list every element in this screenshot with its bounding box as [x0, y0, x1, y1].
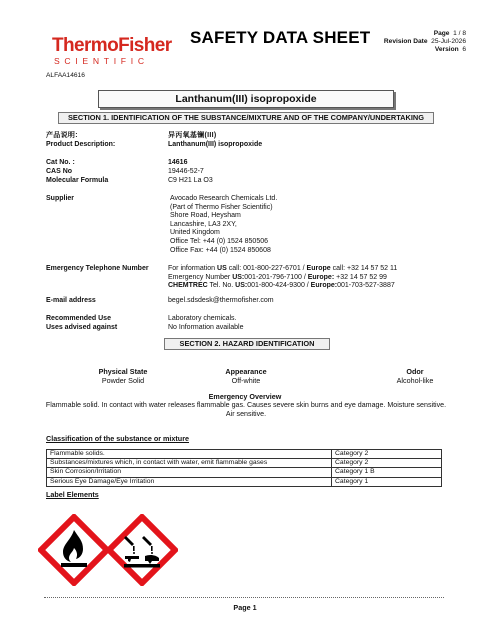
- supplier-line: Office Fax: +44 (0) 1524 850608: [170, 246, 271, 254]
- email-label: E-mail address: [46, 297, 96, 304]
- text: Emergency Number: [168, 273, 233, 281]
- emergency-overview-line: Air sensitive.: [225, 410, 267, 419]
- physical-state-label: Physical State: [98, 367, 148, 376]
- brand-logo-subtitle: SCIENTIFIC: [54, 56, 149, 66]
- email-value[interactable]: begel.sdsdesk@thermofisher.com: [168, 297, 274, 304]
- footer-page-number: Page 1: [233, 603, 257, 612]
- revision-date: [384, 38, 466, 46]
- version: [435, 46, 466, 54]
- recommended-use-value: Laboratory chemicals.: [168, 315, 237, 322]
- uses-advised-against-value: No Information available: [168, 324, 244, 331]
- text: 001-703-527-3887: [337, 282, 395, 290]
- category-cell: Category 2: [332, 459, 442, 468]
- section-2-header: SECTION 2. HAZARD IDENTIFICATION: [164, 338, 330, 350]
- product-description-label: Product Description:: [46, 141, 116, 148]
- emergency-overview-text: [30, 401, 462, 420]
- page-indicator: [434, 30, 466, 38]
- emergency-line-2: [168, 274, 397, 283]
- version-value: 6: [462, 46, 466, 53]
- table-row: [47, 468, 442, 477]
- product-code: ALFAA14616: [46, 72, 85, 79]
- cat-no-label: Cat No. :: [46, 159, 75, 166]
- table-row: [47, 450, 442, 459]
- supplier-line: Office Tel: +44 (0) 1524 850506: [170, 237, 269, 245]
- text: +32 14 57 52 99: [334, 273, 387, 281]
- cn-product-value: 异丙氧基镧(III): [168, 132, 217, 139]
- category-cell: Category 1 B: [332, 468, 442, 477]
- text: Europe:: [307, 273, 335, 281]
- ghs-flame-icon: [38, 514, 110, 586]
- uses-advised-against-label: Uses advised against: [46, 324, 118, 331]
- text: US: [217, 265, 227, 272]
- emergency-overview-heading: Emergency Overview: [208, 392, 282, 401]
- cat-no-value: 14616: [168, 159, 188, 166]
- text: Tel. No.: [207, 282, 236, 290]
- text: US:: [232, 273, 245, 281]
- hazard-cell: Flammable solids.: [47, 450, 332, 459]
- text: Europe:: [310, 282, 338, 290]
- formula-value: C9 H21 La O3: [168, 177, 213, 184]
- text: 001-800-424-9300 /: [247, 282, 311, 290]
- ghs-corrosion-icon: [106, 514, 178, 586]
- cas-label: CAS No: [46, 168, 73, 175]
- hazard-cell: Serious Eye Damage/Eye Irritation: [47, 477, 332, 486]
- brand-logo: ThermoFisher: [52, 35, 172, 56]
- category-cell: Category 1: [332, 477, 442, 486]
- text: US:: [235, 282, 248, 290]
- page-value: 1 / 8: [453, 30, 466, 37]
- odor-label: Odor: [406, 367, 424, 376]
- classification-heading: Classification of the substance or mixture: [46, 434, 189, 443]
- physical-state-value: Powder Solid: [101, 376, 145, 385]
- supplier-address: [170, 195, 277, 255]
- supplier-line: Avocado Research Chemicals Ltd.: [170, 195, 278, 202]
- version-label: Version: [434, 46, 459, 53]
- formula-label: Molecular Formula: [46, 177, 109, 184]
- label-elements-heading: Label Elements: [46, 490, 99, 499]
- product-description-value: Lanthanum(III) isopropoxide: [168, 141, 263, 148]
- recommended-use-label: Recommended Use: [46, 315, 111, 322]
- text: 001-201-796-7100 /: [244, 273, 308, 281]
- text: Europe: [306, 265, 331, 272]
- emergency-phone-label: Emergency Telephone Number: [46, 265, 149, 272]
- emergency-phone-numbers: [168, 265, 397, 291]
- emergency-line-1: [168, 265, 397, 274]
- supplier-line: (Part of Thermo Fisher Scientific): [170, 203, 273, 211]
- revision-label: Revision Date: [383, 38, 428, 45]
- document-title: SAFETY DATA SHEET: [190, 28, 371, 47]
- revision-value: 25-Jul-2026: [431, 38, 466, 45]
- supplier-line: Shore Road, Heysham: [170, 212, 241, 220]
- emergency-overview-line: Flammable solid. In contact with water releases flammable gas. Causes severe skin burns and eye damage. Moisture sensitive.: [45, 401, 447, 409]
- supplier-line: United Kingdom: [170, 229, 220, 237]
- supplier-line: Lancashire, LA3 2XY,: [170, 220, 237, 228]
- hazard-cell: Substances/mixtures which, in contact with water, emit flammable gases: [47, 459, 332, 468]
- classification-table: [46, 449, 442, 487]
- emergency-line-3: [168, 282, 397, 291]
- section-1-header: SECTION 1. IDENTIFICATION OF THE SUBSTANCE/MIXTURE AND OF THE COMPANY/UNDERTAKING: [58, 112, 434, 124]
- cas-value: 19446-52-7: [168, 168, 204, 175]
- text: CHEMTREC: [168, 282, 208, 290]
- cn-product-label: 产品说明:: [46, 132, 78, 139]
- supplier-label: Supplier: [46, 195, 75, 202]
- table-row: [47, 459, 442, 468]
- hazard-cell: Skin Corrosion/Irritation: [47, 468, 332, 477]
- text: For information: [168, 265, 218, 272]
- footer-divider: [44, 597, 444, 598]
- table-row: [47, 477, 442, 486]
- appearance-value: Off-white: [231, 376, 261, 385]
- odor-value: Alcohol-like: [396, 376, 434, 385]
- appearance-label: Appearance: [225, 367, 267, 376]
- category-cell: Category 2: [332, 450, 442, 459]
- text: call: +32 14 57 52 11: [330, 265, 398, 272]
- page-label: Page: [433, 30, 450, 37]
- product-name-banner: Lanthanum(III) isopropoxide: [98, 90, 394, 108]
- text: call: 001-800-227-6701 /: [226, 265, 307, 272]
